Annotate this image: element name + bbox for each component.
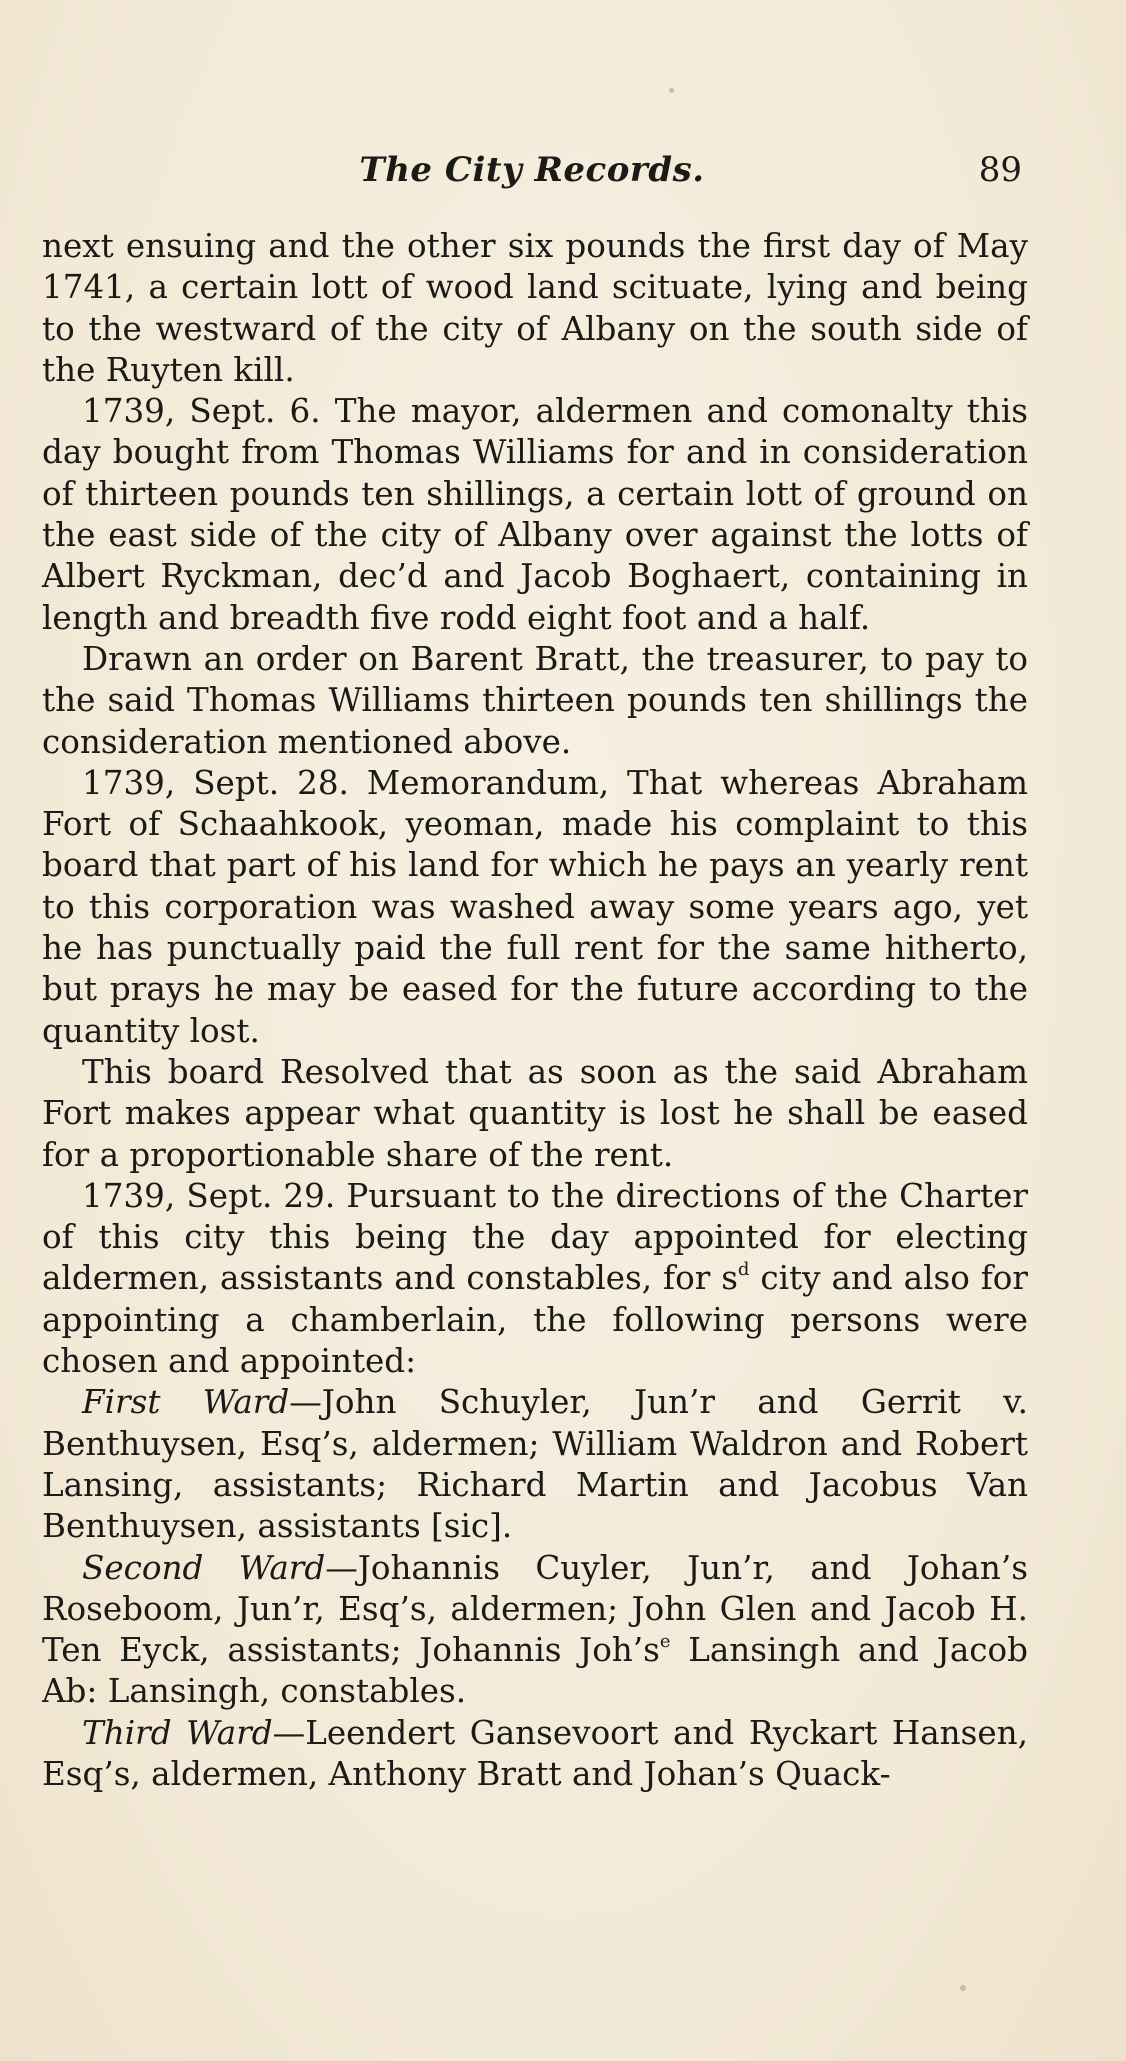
paper-speck xyxy=(669,88,674,93)
paragraph-text: Lansingh and Jacob Ab: Lansingh, constables. xyxy=(42,1631,1028,1711)
paper-speck xyxy=(960,1985,966,1991)
running-head xyxy=(42,150,1022,200)
paragraph-text: city and also for appointing a chamberlain, the following persons were chosen and appointed: xyxy=(42,1259,1028,1381)
paragraph xyxy=(42,1713,1028,1796)
ward-heading: First Ward xyxy=(82,1383,290,1422)
paragraph xyxy=(42,1382,1028,1547)
ward-heading: Second Ward xyxy=(82,1548,326,1587)
paragraph: This board Resolved that as soon as the said Abraham Fort makes appear what quantity is lost he shall be eased for a proportionable share of the rent. xyxy=(42,1052,1028,1174)
paragraph: 1739, Sept. 6. The mayor, aldermen and comonalty this day bought from Thomas Williams for and in consideration of thirteen pounds ten shillings, a certain lott of ground on the east side of the city of Albany over against the lotts of Albert Ryckman, dec’d and Jacob Boghaert, containing in length and breadth five rodd eight foot and a half. xyxy=(42,392,1028,637)
paragraph: 1739, Sept. 28. Memorandum, That whereas Abraham Fort of Schaahkook, yeoman, made his complaint to this board that part of his land for which he pays an yearly rent to this corporation was washed away some years ago, yet he has punctually paid the full rent for the same hitherto, but prays he may be eased for the future according to the quantity lost. xyxy=(42,763,1028,1050)
paragraph-text: —John Schuyler, Jun’r and Gerrit v. Benthuysen, Esq’s, aldermen; William Waldron and Robert Lansing, assistants; Richard Martin and Jacobus Van Benthuysen, assistants [sic]. xyxy=(42,1383,1028,1546)
running-title: The City Records. xyxy=(359,150,705,190)
paragraph-text: —Johannis Cuyler, Jun’r, and Johan’s Roseboom, Jun’r, Esq’s, aldermen; John Glen and Jacob H. Ten Eyck, assistants; Johannis Joh’s xyxy=(42,1548,1028,1670)
paragraph-text: 1739, Sept. 29. Pursuant to the directions of the Charter of this city this being the day appointed for electing aldermen, assistants and constables, for s xyxy=(42,1176,1028,1298)
superscript: d xyxy=(737,1259,750,1281)
paragraph xyxy=(42,1548,1028,1713)
paragraph xyxy=(42,1176,1028,1382)
superscript: e xyxy=(659,1631,671,1653)
page-number: 89 xyxy=(978,150,1022,190)
ward-heading: Third Ward xyxy=(82,1713,273,1752)
paragraph-text: —Leendert Gansevoort and Ryckart Hansen, Esq’s, aldermen, Anthony Bratt and Johan’s Quack- xyxy=(42,1713,1028,1793)
paragraph: next ensuing and the other six pounds the first day of May 1741, a certain lott of wood land scituate, lying and being to the westward of the city of Albany on the south side of the Ruyten kill. xyxy=(42,227,1028,389)
paragraph: Drawn an order on Barent Bratt, the treasurer, to pay to the said Thomas Williams thirteen pounds ten shillings the consideration mentioned above. xyxy=(42,639,1028,761)
body-text xyxy=(42,226,1028,1795)
